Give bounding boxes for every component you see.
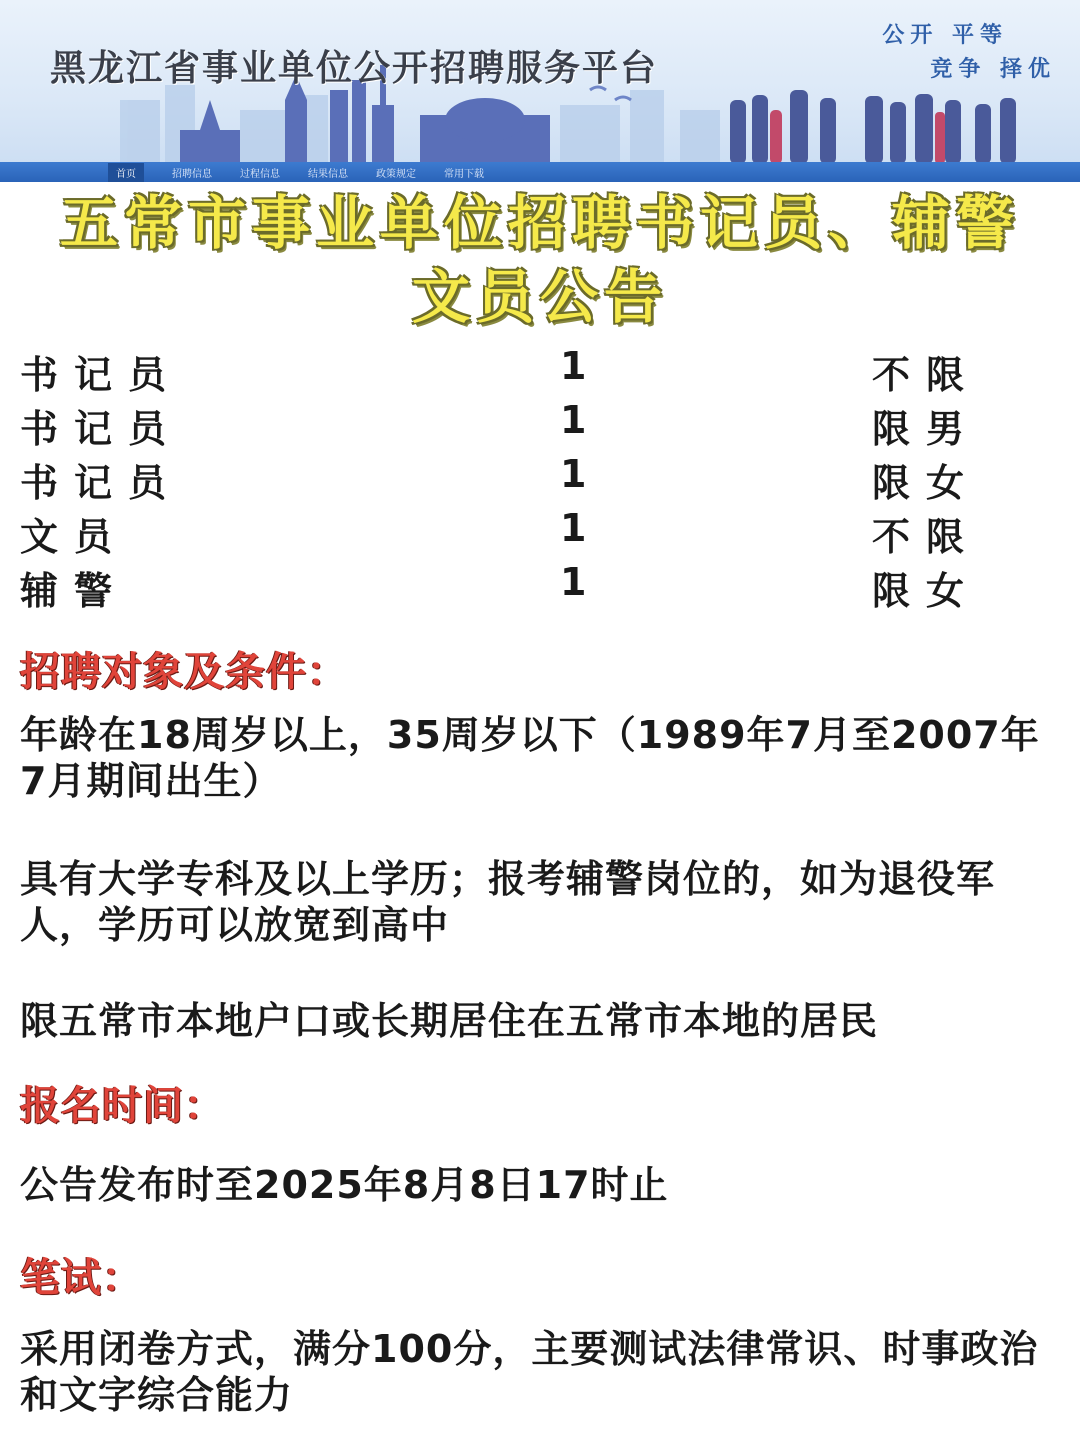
- position-name: 书记员: [20, 353, 183, 397]
- position-gender: 限女: [872, 569, 981, 613]
- header-banner: [0, 0, 1080, 182]
- positions-table: [20, 344, 1060, 614]
- nav-item-policy[interactable]: 政策规定: [376, 168, 416, 180]
- announcement-title-line-2: 文员公告: [411, 263, 668, 331]
- position-count: 1: [560, 398, 587, 442]
- platform-title: 黑龙江省事业单位公开招聘服务平台: [50, 48, 659, 89]
- position-gender: 不限: [872, 515, 981, 559]
- announcement-title-line-1: 五常市事业单位招聘书记员、辅警: [59, 189, 1020, 257]
- registration-period: 公告发布时至2025年8月8日17时止: [20, 1163, 669, 1207]
- nav-item-home[interactable]: 首页: [108, 163, 144, 182]
- position-count: 1: [560, 344, 587, 388]
- position-row: [20, 398, 1060, 452]
- position-name: 文员: [20, 515, 129, 559]
- nav-item-process[interactable]: 过程信息: [240, 168, 280, 180]
- slogan-line-2: 竞争 择优: [930, 57, 1056, 82]
- position-name: 书记员: [20, 461, 183, 505]
- announcement-title: [0, 186, 1080, 334]
- position-row: [20, 452, 1060, 506]
- nav-item-results[interactable]: 结果信息: [308, 168, 348, 180]
- nav-item-recruitment[interactable]: 招聘信息: [172, 168, 212, 180]
- requirement-residence: 限五常市本地户口或长期居住在五常市本地的居民: [20, 999, 879, 1043]
- position-row: [20, 560, 1060, 614]
- position-count: 1: [560, 560, 587, 604]
- exam-heading: 笔试：: [20, 1255, 143, 1301]
- nav-bar: [0, 162, 1080, 182]
- exam-description: 采用闭卷方式，满分100分，主要测试法律常识、时事政治和文字综合能力: [20, 1327, 1039, 1417]
- position-count: 1: [560, 506, 587, 550]
- position-gender: 限男: [872, 407, 981, 451]
- position-name: 书记员: [20, 407, 183, 451]
- registration-heading: 报名时间：: [20, 1083, 225, 1129]
- position-row: [20, 344, 1060, 398]
- position-count: 1: [560, 452, 587, 496]
- requirement-age: 年龄在18周岁以上，35周岁以下（1989年7月至2007年7月期间出生）: [20, 713, 1040, 803]
- nav-item-downloads[interactable]: 常用下载: [444, 168, 484, 180]
- position-row: [20, 506, 1060, 560]
- position-gender: 不限: [872, 353, 981, 397]
- position-name: 辅警: [20, 569, 129, 613]
- requirement-education: 具有大学专科及以上学历；报考辅警岗位的，如为退役军人，学历可以放宽到高中: [20, 857, 996, 947]
- requirements-heading: 招聘对象及条件：: [20, 649, 348, 695]
- position-gender: 限女: [872, 461, 981, 505]
- slogan-line-1: 公开 平等: [882, 23, 1008, 48]
